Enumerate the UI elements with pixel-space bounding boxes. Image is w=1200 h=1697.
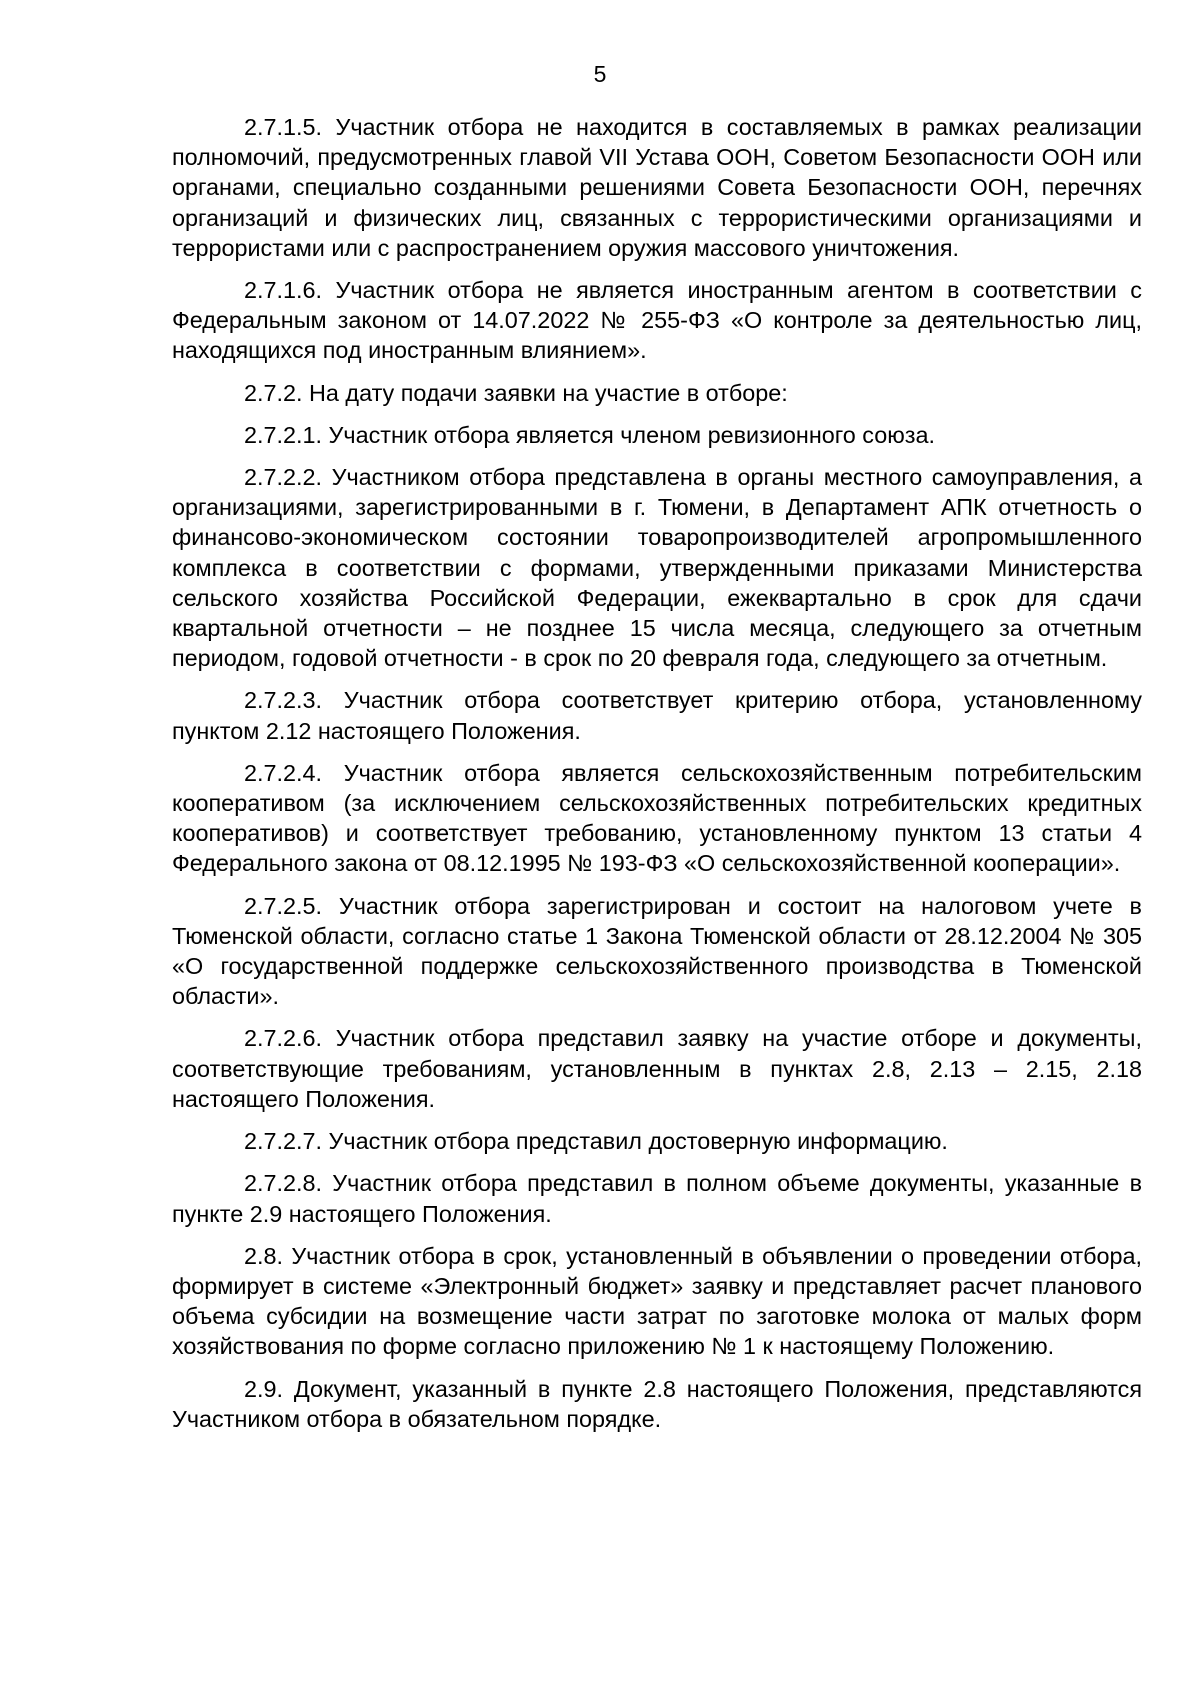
paragraph-2-8: 2.8. Участник отбора в срок, установленный в объявлении о проведении отбора, формирует в системе «Электронный бюджет» заявку и представляет расчет планового объема субсидии на возмещение части затрат по заготовке молока от малых форм хозяйствования по форме согласно приложению № 1 к настоящему Положению. [172,1242,1142,1360]
paragraph-2-7-2-7: 2.7.2.7. Участник отбора представил достоверную информацию. [244,1128,948,1155]
paragraph-2-7-2-6: 2.7.2.6. Участник отбора представил заявку на участие отборе и документы, соответствующие требованиям, установленным в пунктах 2.8, 2.13 – 2.15, 2.18 настоящего Положения. [172,1025,1142,1112]
paragraph-2-7-2-8: 2.7.2.8. Участник отбора представил в полном объеме документы, указанные в пункте 2.9 настоящего Положения. [172,1170,1142,1227]
paragraph-2-7-2: 2.7.2. На дату подачи заявки на участие в отборе: [244,379,788,406]
paragraph-2-7-1-6: 2.7.1.6. Участник отбора не является иностранным агентом в соответствии с Федеральным законом от 14.07.2022 № 255-ФЗ «О контроле за деятельностью лиц, находящихся под иностранным влиянием». [172,277,1142,364]
paragraph-2-7-2-2: 2.7.2.2. Участником отбора представлена в органы местного самоуправления, а организациями, зарегистрированными в г. Тюмени, в Департамент АПК отчетность о финансово-экономическом состоянии товаропроизводителей агропромышленного комплекса в соответствии с формами, утвержденными приказами Министерства сельского хозяйства Российской Федерации, ежеквартально в срок для сдачи квартальной отчетности – не позднее 15 числа месяца, следующего за отчетным периодом, годовой отчетности - в срок по 20 февраля года, следующего за отчетным. [172,464,1142,672]
paragraph-2-7-1-5: 2.7.1.5. Участник отбора не находится в составляемых в рамках реализации полномочий, предусмотренных главой VII Устава ООН, Советом Безопасности ООН или органами, специально созданными решениями Совета Безопасности ООН, перечнях организаций и физических лиц, связанных с террористическими организациями и террористами или с распространением оружия массового уничтожения. [172,114,1142,261]
page-number: 5 [593,61,607,87]
paragraph-2-7-2-4: 2.7.2.4. Участник отбора является сельскохозяйственным потребительским кооперативом (за исключением сельскохозяйственных потребительских кредитных кооперативов) и соответствует требованию, установленному пунктом 13 статьи 4 Федерального закона от 08.12.1995 № 193-ФЗ «О сельскохозяйственной кооперации». [172,759,1142,877]
paragraph-2-9: 2.9. Документ, указанный в пункте 2.8 настоящего Положения, представляются Участником отбора в обязательном порядке. [172,1375,1142,1432]
paragraph-2-7-2-1: 2.7.2.1. Участник отбора является членом ревизионного союза. [244,421,936,448]
document-body [172,112,1142,1446]
paragraph-2-7-2-5: 2.7.2.5. Участник отбора зарегистрирован и состоит на налоговом учете в Тюменской области, согласно статье 1 Закона Тюменской области от 28.12.2004 № 305 «О государственной поддержке сельскохозяйственного производства в Тюменской области». [172,892,1142,1010]
paragraph-2-7-2-3: 2.7.2.3. Участник отбора соответствует критерию отбора, установленному пунктом 2.12 настоящего Положения. [172,687,1142,744]
